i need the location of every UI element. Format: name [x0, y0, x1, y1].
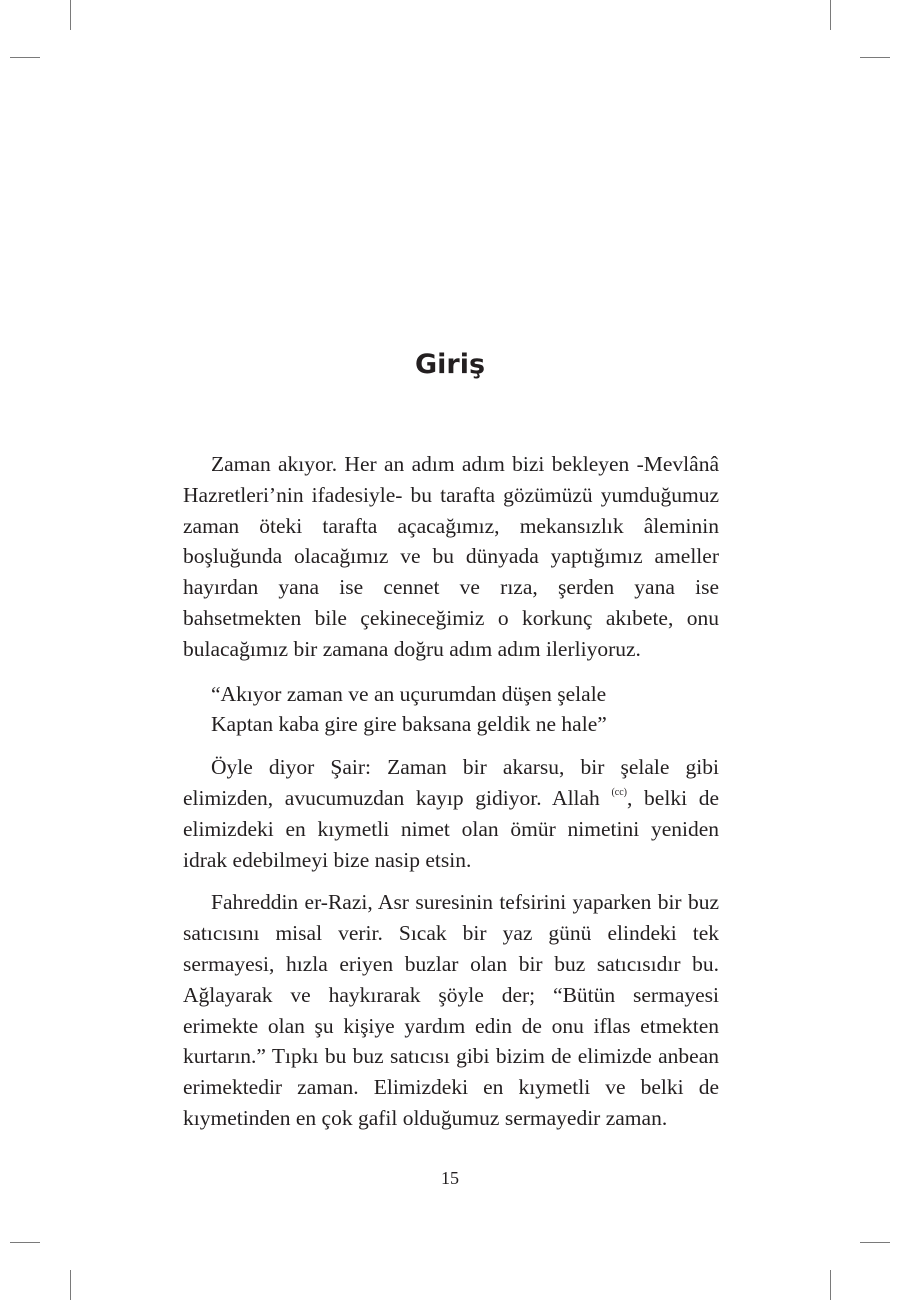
paragraph-poet-text-b: , belki de elimizdeki en kıymetli nimet olan ömür nimetini yeniden idrak edebilmeyi bize nasip etsin. [183, 785, 719, 872]
paragraph-razi: Fahreddin er-Razi, Asr suresinin tefsirini yaparken bir buz satıcısını misal verir. Sıcak bir yaz günü elindeki tek sermayesi, hızla eriyen buzlar olan bir buz satıcısıdır bu. Ağlayarak ve haykırarak şöyle der; “Bütün sermayesi erimekte olan şu kişiye yardım edin de onu iflas etmekten kurtarın.” Tıpkı bu buz satıcısı gibi bizim de elimizde anbean erimektedir zaman. Elimizdeki en kıymetli ve belki de kıymetinden en çok gafil olduğumuz sermayedir zaman. [183, 890, 719, 1130]
honorific-note: (cc) [611, 786, 628, 798]
paragraph-poet-text-a: Öyle diyor Şair: Zaman bir akarsu, bir şelale gibi elimizden, avucumuzdan kayıp gidiyor. Allah [183, 755, 719, 810]
crop-mark-bottom-left-horizontal [10, 1242, 40, 1243]
crop-mark-bottom-left-vertical [70, 1270, 71, 1300]
paragraph-poet [183, 752, 719, 875]
chapter-title: Giriş [414, 349, 486, 380]
paragraph-intro: Zaman akıyor. Her an adım adım bizi bekleyen -Mevlânâ Hazretleri’nin ifadesiyle- bu tarafta gözümüzü yumduğumuz zaman öteki tarafta açacağımız, mekansızlık âleminin boşluğunda olacağımız ve bu dünyada yaptığımız ameller hayırdan yana ise cennet ve rıza, şerden yana ise bahsetmekten bile çekineceğimiz o korkunç akıbete, onu bulacağımız bir zamana doğru adım adım ilerliyoruz. [183, 452, 719, 661]
crop-mark-top-right-horizontal [860, 57, 890, 58]
verse-line-2: Kaptan kaba gire gire baksana geldik ne hale” [211, 712, 607, 737]
verse-line-1: “Akıyor zaman ve an uçurumdan düşen şelale [211, 681, 607, 706]
page-number: 15 [441, 1168, 459, 1188]
chapter-body [183, 449, 719, 1134]
crop-mark-top-left-vertical [70, 0, 71, 30]
crop-mark-bottom-right-vertical [830, 1270, 831, 1300]
crop-mark-top-right-vertical [830, 0, 831, 30]
crop-mark-bottom-right-horizontal [860, 1242, 890, 1243]
verse-quote [183, 679, 719, 741]
crop-mark-top-left-horizontal [10, 57, 40, 58]
